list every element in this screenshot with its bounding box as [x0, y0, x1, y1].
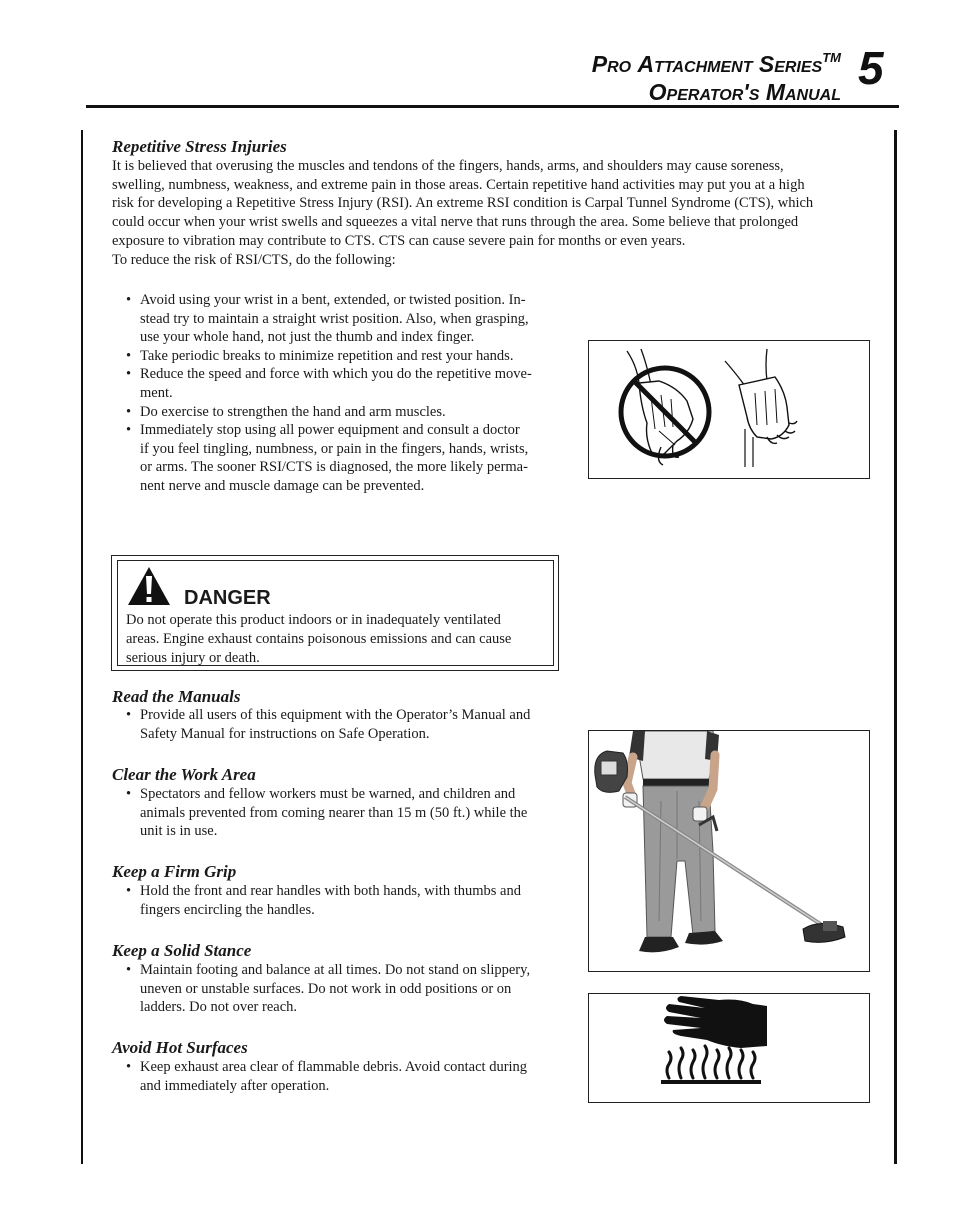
text-line: • Take periodic breaks to minimize repetition and rest your hands. [140, 347, 514, 364]
list-item [112, 1058, 527, 1095]
title-word: Manual [765, 79, 841, 105]
list-item [112, 785, 527, 841]
text-line: • Keep exhaust area clear of flammable debris. Avoid contact during [140, 1059, 528, 1075]
title-word: Series [758, 51, 823, 77]
text-line: Do not operate this product indoors or in inadequately ventilated [126, 612, 501, 628]
title-word: Attachment [637, 51, 753, 77]
text-line: ment. [140, 384, 173, 401]
text-line: unit is in use. [140, 823, 218, 840]
text-line: • Reduce the speed and force with which you do the repetitive move- [140, 366, 532, 383]
header-rule [86, 105, 899, 108]
text-line: and immediately after operation. [140, 1077, 330, 1094]
text-line: • Do exercise to strengthen the hand and arm muscles. [140, 403, 446, 420]
operator-with-trimmer-icon [589, 731, 869, 971]
section-heading-read-manuals: Read the Manuals [112, 687, 241, 706]
text-line: use your whole hand, not just the thumb and index finger. [140, 329, 475, 346]
hot-surfaces-bullets [112, 1058, 527, 1095]
title-line-2 [592, 78, 841, 106]
warning-triangle-icon [127, 566, 171, 606]
clear-work-area-bullets [112, 785, 527, 841]
list-item [112, 961, 530, 1017]
list-item [112, 421, 532, 495]
wrist-position-figure [588, 340, 870, 479]
text-line: risk for developing a Repetitive Stress Injury (RSI). An extreme RSI condition is Carpal Tunnel Syndrome (CTS), which [112, 195, 814, 212]
text-line: • Maintain footing and balance at all times. Do not stand on slippery, [140, 962, 531, 978]
solid-stance-bullets [112, 961, 530, 1017]
section-heading-rsi: Repetitive Stress Injuries [112, 137, 287, 156]
list-item [112, 403, 532, 422]
list-item [112, 347, 532, 366]
text-line: swelling, numbness, weakness, and extreme pain in those areas. Certain repetitive hand activities may put you at a high [112, 176, 805, 193]
text-line: areas. Engine exhaust contains poisonous emissions and can cause [126, 631, 512, 647]
text-line: uneven or unstable surfaces. Do not work in odd positions or on [140, 980, 512, 997]
manual-title [592, 44, 841, 106]
text-line: nent nerve and muscle damage can be prevented. [140, 477, 425, 494]
read-manuals-bullets [112, 706, 530, 743]
text-line: serious injury or death. [126, 650, 260, 666]
title-word: Pro [591, 51, 632, 77]
rsi-intro [112, 157, 872, 269]
page-number: 5 [858, 42, 884, 94]
text-line: • Hold the front and rear handles with both hands, with thumbs and [140, 883, 521, 899]
list-item [112, 365, 532, 402]
text-line: To reduce the risk of RSI/CTS, do the following: [112, 251, 396, 268]
text-line: fingers encircling the handles. [140, 901, 315, 918]
danger-text [126, 611, 546, 668]
title-word: Operator's [648, 79, 760, 105]
section-heading-firm-grip: Keep a Firm Grip [112, 862, 237, 881]
danger-label: DANGER [184, 587, 271, 609]
text-line: animals prevented from coming nearer than 15 m (50 ft.) while the [140, 804, 528, 821]
text-line: • Provide all users of this equipment with the Operator’s Manual and [140, 707, 531, 723]
text-line: could occur when your wrist swells and squeezes a vital nerve that runs through the area. Some believe that prolonged [112, 214, 799, 231]
title-line-1 [592, 44, 841, 78]
text-line: ladders. Do not over reach. [140, 999, 298, 1016]
hot-surface-hand-icon [589, 994, 869, 1102]
section-heading-solid-stance: Keep a Solid Stance [112, 941, 252, 960]
firm-grip-bullets [112, 882, 521, 919]
text-line: stead try to maintain a straight wrist position. Also, when grasping, [140, 310, 529, 327]
text-line: exposure to vibration may contribute to CTS. CTS can cause severe pain for months or even years. [112, 232, 686, 249]
list-item [112, 882, 521, 919]
wrist-position-icon [589, 341, 869, 478]
section-heading-clear-work-area: Clear the Work Area [112, 765, 256, 784]
text-line: It is believed that overusing the muscles and tendons of the fingers, hands, arms, and shoulders may cause soreness, [112, 158, 784, 174]
list-item [112, 706, 530, 743]
hot-surface-figure [588, 993, 870, 1103]
right-margin-rule [894, 130, 897, 1164]
text-line: • Avoid using your wrist in a bent, extended, or twisted position. In- [140, 292, 526, 308]
rsi-bullet-list [112, 291, 532, 496]
text-line: if you feel tingling, numbness, or pain in the fingers, hands, wrists, [140, 440, 529, 457]
trademark-mark: TM [822, 50, 841, 65]
text-line: • Immediately stop using all power equipment and consult a doctor [140, 422, 520, 439]
section-heading-hot-surfaces: Avoid Hot Surfaces [112, 1038, 248, 1057]
list-item [112, 291, 532, 347]
text-line: Safety Manual for instructions on Safe Operation. [140, 725, 430, 742]
operator-figure [588, 730, 870, 972]
text-line: or arms. The sooner RSI/CTS is diagnosed, the more likely perma- [140, 459, 528, 476]
left-margin-rule [81, 130, 83, 1164]
text-line: • Spectators and fellow workers must be warned, and children and [140, 786, 516, 802]
